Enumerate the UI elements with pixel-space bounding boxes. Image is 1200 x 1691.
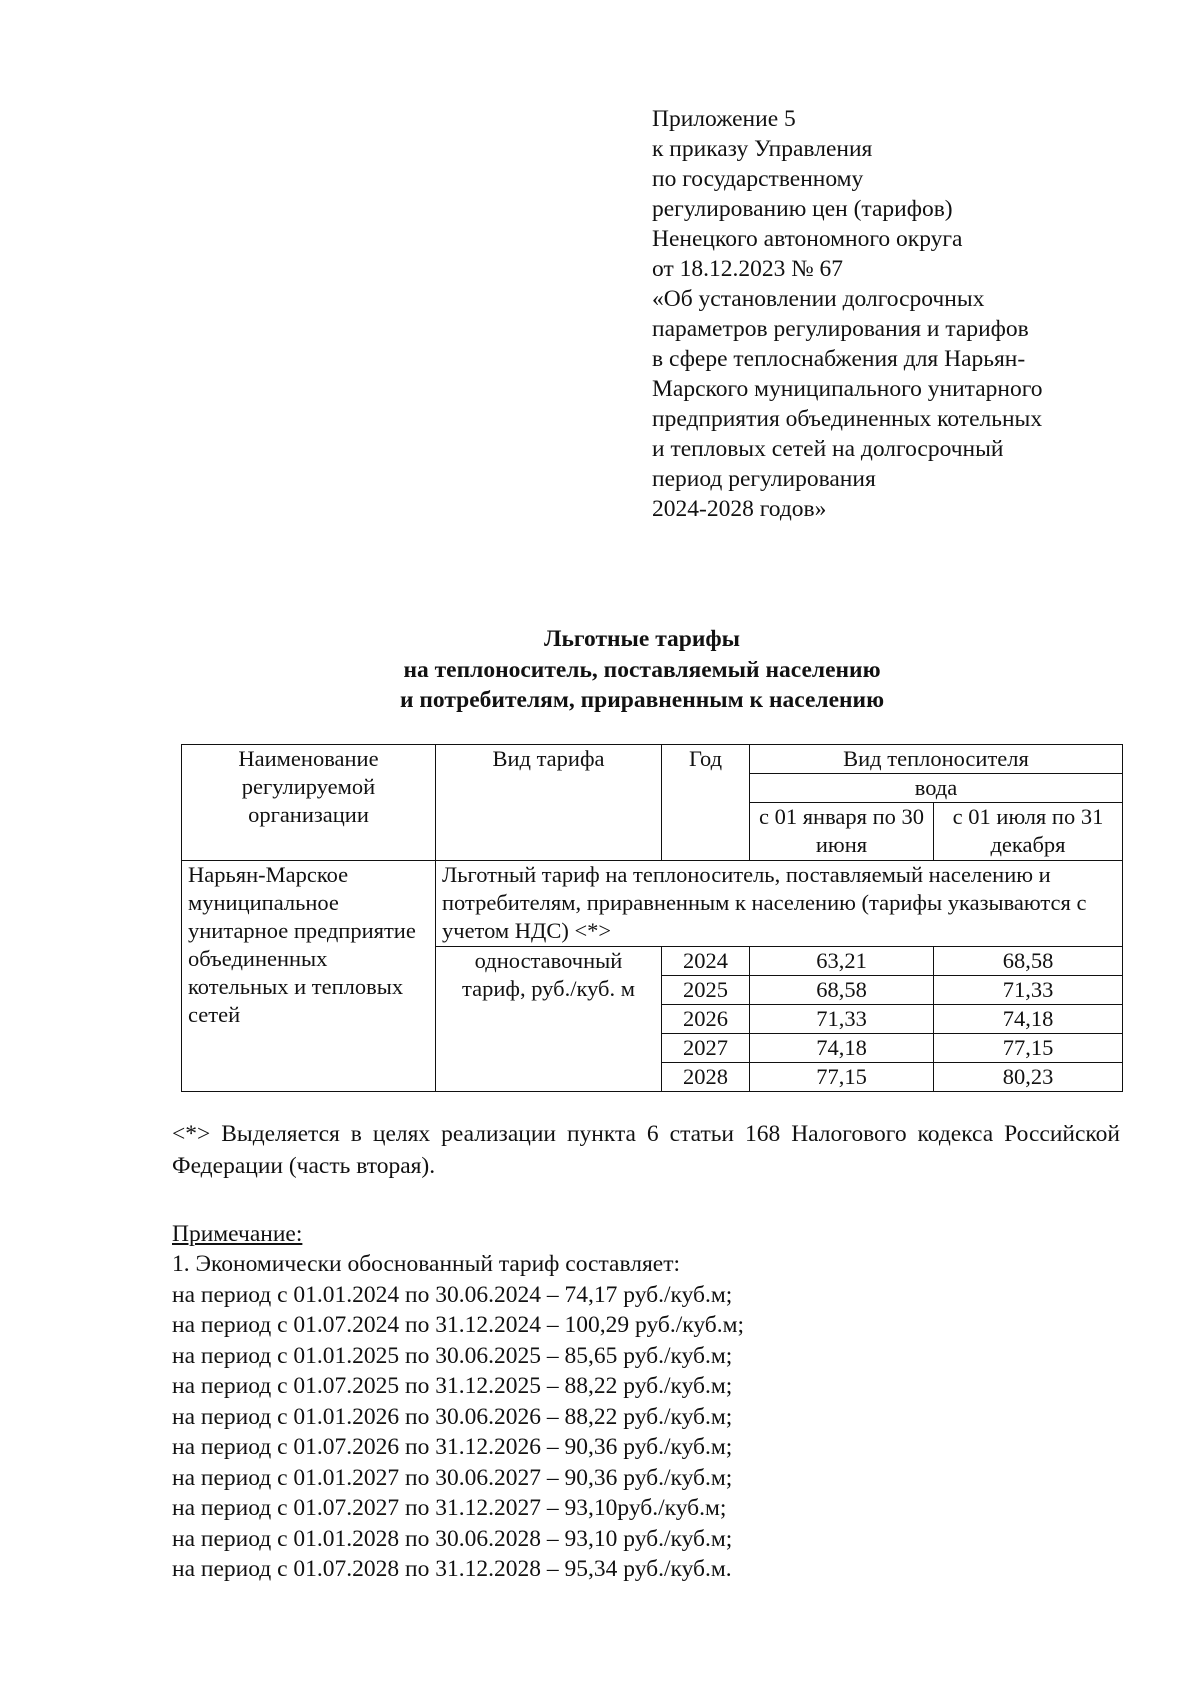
annex-line: регулированию цен (тарифов) [652,196,953,222]
note-line: на период с 01.07.2027 по 31.12.2027 – 93,10руб./куб.м; [172,1495,727,1521]
value-second-half: 80,23 [934,1063,1123,1092]
tariff-description: Льготный тариф на теплоноситель, поставляемый населению и потребителям, приравненным к населению (тарифы указываются с учетом НДС) <*> [436,861,1123,947]
year-cell: 2026 [662,1005,750,1034]
annex-line: предприятия объединенных котельных [652,406,1043,432]
value-second-half: 77,15 [934,1034,1123,1063]
value-second-half: 68,58 [934,947,1123,976]
value-second-half: 74,18 [934,1005,1123,1034]
header-period-2: с 01 июля по 31 декабря [934,803,1123,861]
value-first-half: 63,21 [750,947,934,976]
value-first-half: 77,15 [750,1063,934,1092]
annex-line: Приложение 5 [652,106,796,132]
annex-line: Марского муниципального унитарного [652,376,1043,402]
header-period-1: с 01 января по 30 июня [750,803,934,861]
note-line: на период с 01.07.2028 по 31.12.2028 – 95,34 руб./куб.м. [172,1556,732,1582]
title-line: и потребителям, приравненным к населению [399,687,885,713]
year-cell: 2025 [662,976,750,1005]
organization-cell: Нарьян-Марское муниципальное унитарное предприятие объединенных котельных и тепловых сетей [182,861,436,1092]
header-water: вода [750,774,1123,803]
annex-line: параметров регулирования и тарифов [652,316,1029,342]
value-first-half: 71,33 [750,1005,934,1034]
year-cell: 2027 [662,1034,750,1063]
annex-line: от 18.12.2023 № 67 [652,256,844,282]
annex-line: 2024-2028 годов» [652,496,827,522]
footnote: <*> Выделяется в целях реализации пункта 6 статьи 168 Налогового кодекса Российской Федерации (часть вторая). [172,1121,1120,1179]
annex-line: период регулирования [652,466,876,492]
header-year: Год [662,745,750,861]
note-line: на период с 01.01.2026 по 30.06.2026 – 88,22 руб./куб.м; [172,1403,733,1430]
note-line: на период с 01.01.2027 по 30.06.2027 – 90,36 руб./куб.м; [172,1464,733,1491]
note-line: на период с 01.01.2025 по 30.06.2025 – 85,65 руб./куб.м; [172,1342,733,1369]
year-cell: 2024 [662,947,750,976]
value-first-half: 68,58 [750,976,934,1005]
header-tariff-type: Вид тарифа [436,745,662,861]
annex-line: в сфере теплоснабжения для Нарьян- [652,346,1026,372]
note-heading: Примечание: [172,1221,303,1247]
document-title [160,624,1124,716]
note-line: 1. Экономически обоснованный тариф составляет: [172,1251,681,1277]
title-line: на теплоноситель, поставляемый населению [403,656,881,683]
title-line: Льготные тарифы [544,626,740,652]
annex-line: к приказу Управления [652,136,873,162]
value-second-half: 71,33 [934,976,1123,1005]
annex-block [652,104,1172,524]
tariff-name-cell: одноставочный тариф, руб./куб. м [436,947,662,1092]
note-line: на период с 01.07.2026 по 31.12.2026 – 90,36 руб./куб.м; [172,1434,733,1460]
note-line: на период с 01.01.2028 по 30.06.2028 – 93,10 руб./куб.м; [172,1525,733,1552]
note-line: на период с 01.07.2025 по 31.12.2025 – 88,22 руб./куб.м; [172,1373,733,1399]
note-line: на период с 01.01.2024 по 30.06.2024 – 74,17 руб./куб.м; [172,1281,733,1308]
annex-line: по государственному [652,166,864,192]
notes-list [172,1249,1122,1585]
annex-line: Ненецкого автономного округа [652,226,963,252]
year-cell: 2028 [662,1063,750,1092]
value-first-half: 74,18 [750,1034,934,1063]
note-line: на период с 01.07.2024 по 31.12.2024 – 100,29 руб./куб.м; [172,1312,744,1338]
tariff-table [181,744,1123,1092]
annex-line: и тепловых сетей на долгосрочный [652,436,1004,462]
annex-line: «Об установлении долгосрочных [652,286,985,312]
header-carrier: Вид теплоносителя [750,745,1123,774]
header-org: Наименование регулируемой организации [182,745,436,861]
